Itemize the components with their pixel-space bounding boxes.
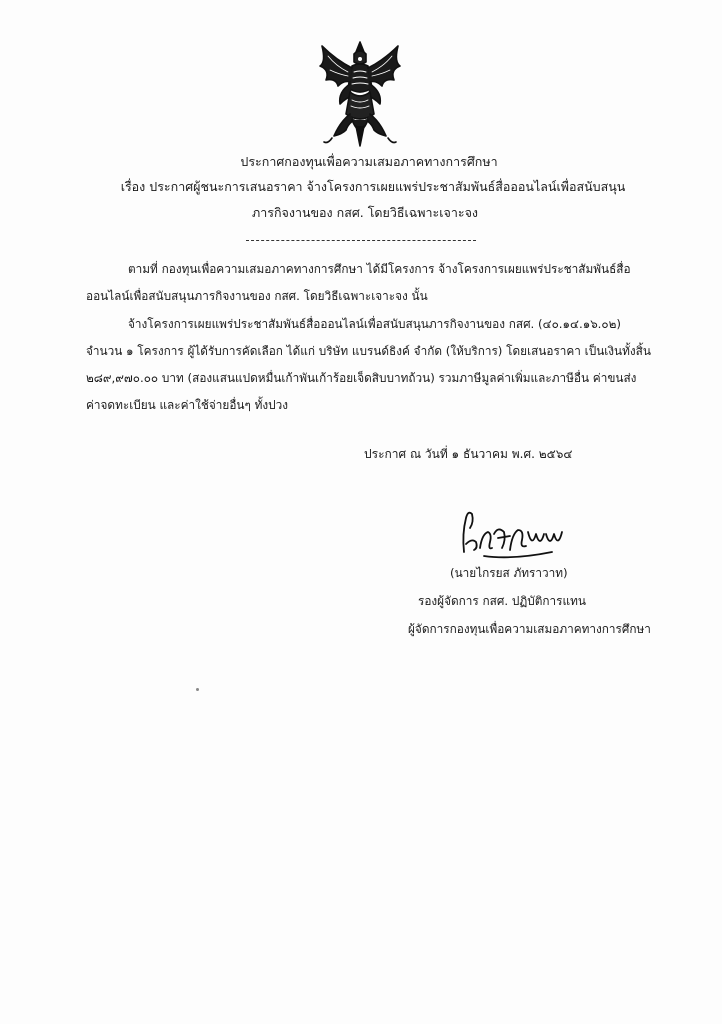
heading-divider	[246, 240, 476, 241]
handwritten-signature	[452, 504, 572, 564]
body-para2-line2: จำนวน ๑ โครงการ ผู้ได้รับการคัดเลือก ได้แก่ บริษัท แบรนด์ธิงค์ จำกัด (ให้บริการ) โดยเสนอราคา เป็นเงินทั้งสิ้น	[86, 344, 651, 358]
signer-name: (นายไกรยส ภัทราวาท)	[450, 566, 568, 580]
garuda-emblem-icon	[312, 40, 408, 150]
body-para1-line1: ตามที่ กองทุนเพื่อความเสมอภาคทางการศึกษา ได้มีโครงการ จ้างโครงการเผยแพร่ประชาสัมพันธ์สื่อ	[128, 262, 631, 276]
signer-position-line1: รองผู้จัดการ กสศ. ปฏิบัติการแทน	[418, 594, 586, 608]
body-para2-line4: ค่าจดทะเบียน และค่าใช้จ่ายอื่นๆ ทั้งปวง	[86, 398, 288, 412]
announcement-subject-line2: ภารกิจงานของ กสศ. โดยวิธีเฉพาะเจาะจง	[251, 205, 479, 220]
announcement-issuer: ประกาศกองทุนเพื่อความเสมอภาคทางการศึกษา	[240, 154, 498, 169]
scan-speck	[196, 688, 199, 691]
signer-position-line2: ผู้จัดการกองทุนเพื่อความเสมอภาคทางการศึกษา	[408, 622, 651, 636]
body-para2-line3: ๒๘๙,๙๗๐.๐๐ บาท (สองแสนแปดหมื่นเก้าพันเก้าร้อยเจ็ดสิบบาทถ้วน) รวมภาษีมูลค่าเพิ่มและภาษีอื่น ค่าขนส่ง	[86, 371, 637, 385]
announcement-subject-line1: เรื่อง ประกาศผู้ชนะการเสนอราคา จ้างโครงการเผยแพร่ประชาสัมพันธ์สื่อออนไลน์เพื่อสนับสนุน	[120, 179, 626, 194]
body-para1-line2: ออนไลน์เพื่อสนับสนุนภารกิจงานของ กสศ. โดยวิธีเฉพาะเจาะจง นั้น	[86, 289, 428, 303]
body-para2-line1: จ้างโครงการเผยแพร่ประชาสัมพันธ์สื่อออนไลน์เพื่อสนับสนุนภารกิจงานของ กสศ. (๔๐.๑๔.๑๖.๐๒)	[128, 317, 622, 331]
announcement-date: ประกาศ ณ วันที่ ๑ ธันวาคม พ.ศ. ๒๕๖๔	[364, 447, 573, 461]
